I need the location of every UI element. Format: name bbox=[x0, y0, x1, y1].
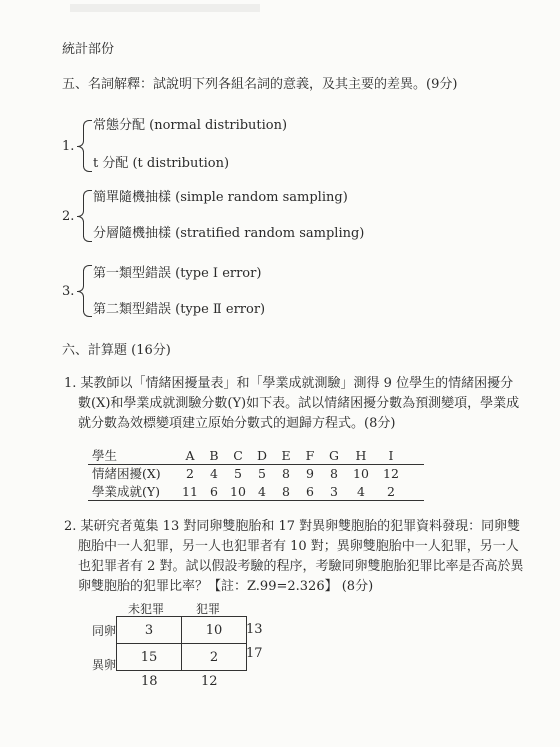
data-table-cell: 6 bbox=[210, 483, 218, 499]
data-table-header-cell: D bbox=[256, 447, 268, 463]
contingency-table bbox=[116, 616, 247, 671]
q6-p2-line-1: 2. 某研究者蒐集 13 對同卵雙胞胎和 17 對異卵雙胞胎的犯罪資料發現：同卵雙 bbox=[64, 519, 521, 534]
contingency-col-header-1: 未犯罪 bbox=[128, 602, 165, 616]
q5-item-1-number: 1. bbox=[62, 139, 75, 154]
data-table-cell: 5 bbox=[234, 465, 242, 481]
data-table-cell: 8 bbox=[282, 465, 290, 481]
q6-p2-line-2: 胞胎中一人犯罪，另一人也犯罪者有 10 對；異卵雙胞胎中一人犯罪，另一人 bbox=[78, 539, 519, 554]
q6-p2-line-3: 也犯罪者有 2 對。試以假設考驗的程序，考驗同卵雙胞胎犯罪比率是否高於異 bbox=[78, 559, 524, 574]
contingency-row bbox=[117, 644, 247, 671]
data-table-header-cell: H bbox=[355, 447, 367, 463]
contingency-col-total-2: 12 bbox=[201, 674, 218, 689]
data-table-header-cell: A bbox=[185, 447, 195, 463]
q5-title: 五、名詞解釋：試說明下列各組名詞的意義，及其主要的差異。(9分) bbox=[62, 77, 458, 92]
data-table-cell: 8 bbox=[282, 483, 290, 499]
data-table-header-cell: G bbox=[329, 447, 339, 463]
data-table-cell: 4 bbox=[258, 483, 266, 499]
data-table-header-cell: C bbox=[233, 447, 243, 463]
data-table-cell: 10 bbox=[353, 465, 369, 481]
q6-p1-line-3: 就分數為效標變項建立原始分數式的迴歸方程式。(8分) bbox=[78, 416, 396, 431]
data-table-row-label: 情緒困擾(X) bbox=[92, 466, 161, 481]
contingency-col-header-2: 犯罪 bbox=[196, 602, 221, 616]
data-table-cell: 3 bbox=[330, 483, 338, 499]
data-table-cell: 6 bbox=[306, 483, 314, 499]
contingency-cell: 15 bbox=[117, 644, 182, 671]
q5-item-3a: 第一類型錯誤 (type Ⅰ error) bbox=[93, 266, 262, 281]
header-smudge bbox=[70, 4, 260, 12]
q5-item-3b: 第二類型錯誤 (type Ⅱ error) bbox=[93, 302, 266, 317]
contingency-col-total-1: 18 bbox=[141, 674, 158, 689]
data-table-header-row bbox=[88, 446, 406, 464]
contingency-cell: 10 bbox=[182, 617, 247, 644]
data-table-cell: 11 bbox=[182, 483, 198, 499]
section-title: 統計部份 bbox=[62, 42, 115, 57]
data-table-cell: 9 bbox=[306, 465, 314, 481]
contingency-row-total-2: 17 bbox=[246, 646, 263, 661]
q6-problem-2-text bbox=[64, 517, 524, 597]
data-table-row-y bbox=[88, 482, 406, 500]
data-table-cell: 12 bbox=[383, 465, 399, 481]
data-table-cell: 5 bbox=[258, 465, 266, 481]
data-table-bottom-rule bbox=[88, 500, 424, 501]
contingency-row-total-1: 13 bbox=[246, 622, 263, 637]
data-table-cell: 4 bbox=[210, 465, 218, 481]
q6-p1-line-1: 1. 某教師以「情緒困擾量表」和「學業成就測驗」測得 9 位學生的情緒困擾分 bbox=[64, 376, 514, 391]
data-table-cell: 10 bbox=[230, 483, 246, 499]
data-table bbox=[88, 446, 406, 500]
q5-item-2a: 簡單隨機抽樣 (simple random sampling) bbox=[93, 190, 348, 205]
q5-item-1a: 常態分配 (normal distribution) bbox=[93, 118, 288, 133]
q6-p1-line-2: 數(X)和學業成就測驗分數(Y)如下表。試以情緒困擾分數為預測變項，學業成 bbox=[78, 396, 520, 411]
data-table-header-cell: F bbox=[305, 447, 315, 463]
contingency-row bbox=[117, 617, 247, 644]
contingency-cell: 3 bbox=[117, 617, 182, 644]
data-table-cell: 2 bbox=[387, 483, 395, 499]
q5-item-2-number: 2. bbox=[62, 209, 75, 224]
q5-item-3-number: 3. bbox=[62, 284, 75, 299]
data-table-row-x bbox=[88, 464, 406, 482]
data-table-header-cell: B bbox=[209, 447, 219, 463]
data-table-header-cell: 學生 bbox=[92, 448, 118, 463]
contingency-cell: 2 bbox=[182, 644, 247, 671]
q6-p2-line-4: 卵雙胞胎的犯罪比率？【註：Z.99=2.326】 (8分) bbox=[78, 579, 374, 594]
q6-problem-1-text bbox=[64, 374, 519, 434]
contingency-row-label-2: 異卵 bbox=[92, 658, 117, 672]
data-table-cell: 2 bbox=[186, 465, 194, 481]
contingency-row-label-1: 同卵 bbox=[92, 624, 117, 638]
data-table-cell: 8 bbox=[330, 465, 338, 481]
q5-item-1b: t 分配 (t distribution) bbox=[93, 156, 230, 171]
q5-item-2b: 分層隨機抽樣 (stratified random sampling) bbox=[93, 226, 365, 241]
q6-title: 六、計算題 (16分) bbox=[62, 343, 171, 358]
data-table-cell: 4 bbox=[357, 483, 365, 499]
data-table-header-cell: I bbox=[388, 447, 394, 463]
data-table-header-cell: E bbox=[281, 447, 291, 463]
data-table-row-label: 學業成就(Y) bbox=[92, 484, 161, 499]
